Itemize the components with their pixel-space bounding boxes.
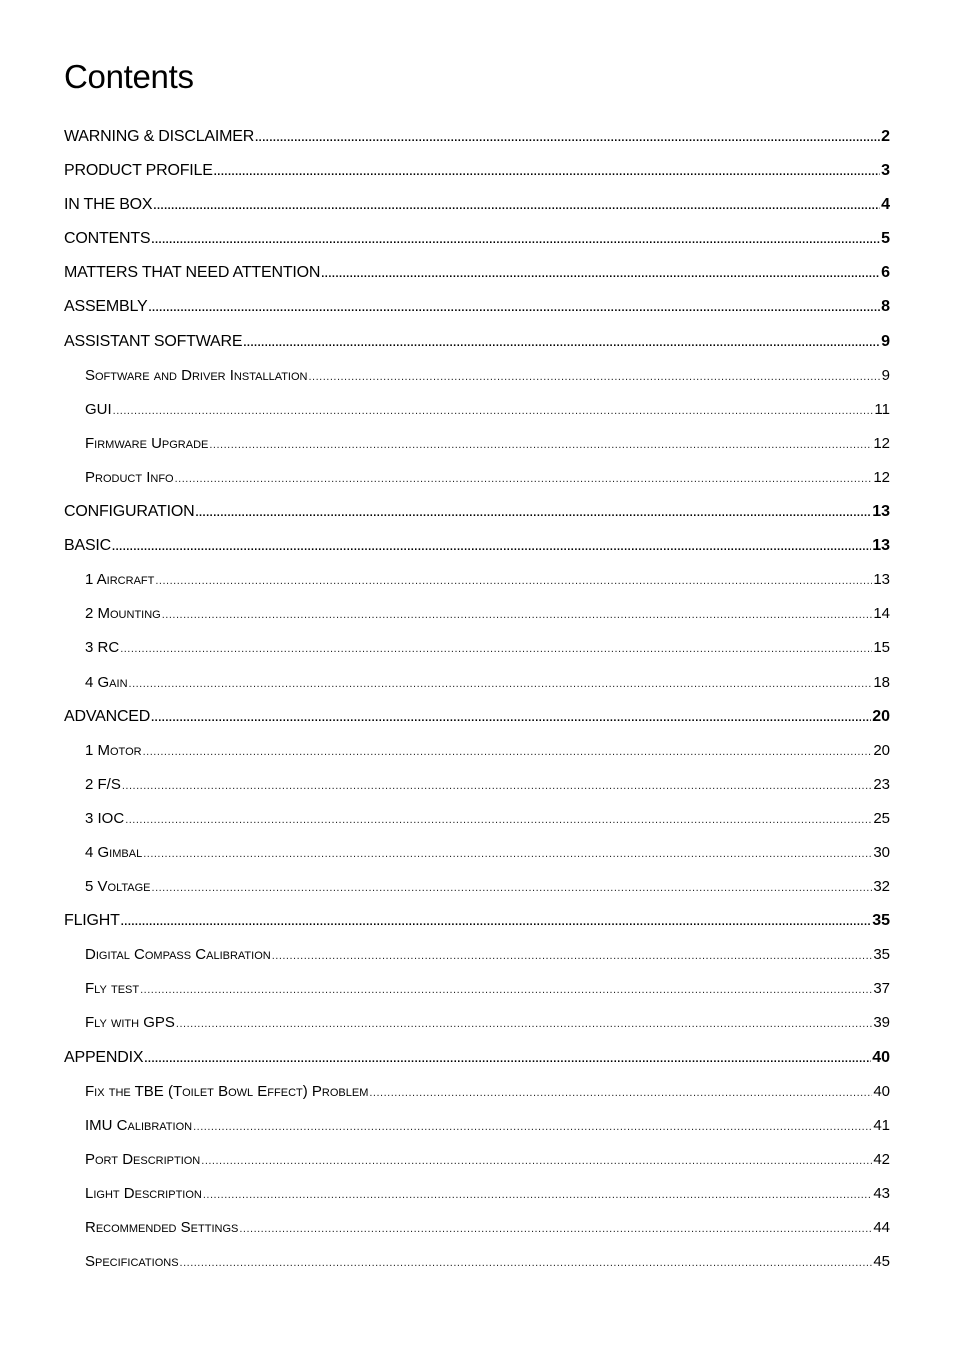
toc-entry[interactable] bbox=[64, 156, 890, 190]
dot-leader bbox=[239, 1214, 872, 1244]
toc-entry-page-number: 13 bbox=[872, 503, 890, 521]
toc-subentry[interactable] bbox=[64, 1077, 890, 1111]
toc-entry-label: 4 Gimbal bbox=[85, 843, 143, 861]
toc-entry-page-number: 3 bbox=[881, 162, 890, 180]
toc-entry-page-number: 39 bbox=[873, 1014, 890, 1032]
dot-leader bbox=[209, 430, 872, 460]
dot-leader bbox=[321, 259, 880, 289]
toc-entry-page-number: 44 bbox=[873, 1219, 890, 1236]
page-title: Contents bbox=[64, 58, 194, 95]
dot-leader bbox=[176, 1009, 872, 1039]
toc-entry-page-number: 40 bbox=[873, 1082, 890, 1100]
toc-entry-label: Fix the TBE (Toilet Bowl Effect) Problem bbox=[85, 1082, 369, 1100]
toc-entry-page-number: 9 bbox=[881, 332, 890, 350]
toc-subentry[interactable] bbox=[64, 565, 890, 599]
toc-entry-label: BASIC bbox=[64, 537, 112, 555]
toc-entry-label: Product Info bbox=[85, 468, 174, 486]
dot-leader bbox=[272, 941, 873, 971]
toc-subentry[interactable] bbox=[64, 633, 890, 667]
dot-leader bbox=[214, 157, 880, 187]
toc-entry-page-number: 23 bbox=[873, 775, 890, 793]
toc-entry-page-number: 45 bbox=[873, 1253, 890, 1271]
toc-entry-page-number: 14 bbox=[873, 605, 890, 623]
toc-entry-label: CONTENTS bbox=[64, 230, 151, 248]
dot-leader bbox=[120, 634, 872, 664]
toc-entry-label: 2 F/S bbox=[85, 775, 121, 793]
toc-entry-label: Fly with GPS bbox=[85, 1014, 175, 1032]
toc-entry-page-number: 9 bbox=[881, 366, 890, 384]
table-of-contents bbox=[64, 122, 890, 1281]
toc-subentry[interactable] bbox=[64, 1008, 890, 1042]
toc-entry-page-number: 25 bbox=[873, 809, 890, 827]
toc-subentry[interactable] bbox=[64, 1247, 890, 1281]
toc-entry-page-number: 18 bbox=[873, 673, 890, 691]
toc-entry-label: PRODUCT PROFILE bbox=[64, 162, 213, 180]
toc-subentry[interactable] bbox=[64, 395, 890, 429]
toc-entry-page-number: 35 bbox=[872, 912, 890, 930]
toc-entry-label: FLIGHT bbox=[64, 912, 120, 930]
toc-entry[interactable] bbox=[64, 497, 890, 531]
toc-entry-label: APPENDIX bbox=[64, 1048, 144, 1066]
toc-entry[interactable] bbox=[64, 122, 890, 156]
toc-entry-page-number: 35 bbox=[873, 946, 890, 964]
toc-entry-page-number: 41 bbox=[873, 1116, 890, 1134]
dot-leader bbox=[153, 191, 880, 221]
dot-leader bbox=[369, 1078, 872, 1108]
toc-entry[interactable] bbox=[64, 531, 890, 565]
toc-entry-page-number: 8 bbox=[881, 298, 890, 316]
toc-entry-label: 5 Voltage bbox=[85, 878, 151, 896]
toc-entry-page-number: 40 bbox=[872, 1048, 890, 1066]
toc-entry-label: 3 RC bbox=[85, 639, 120, 657]
dot-leader bbox=[243, 328, 880, 358]
toc-subentry[interactable] bbox=[64, 429, 890, 463]
toc-entry[interactable] bbox=[64, 224, 890, 258]
toc-subentry[interactable] bbox=[64, 1145, 890, 1179]
dot-leader bbox=[152, 873, 873, 903]
toc-entry-label: CONFIGURATION bbox=[64, 503, 195, 521]
toc-entry-page-number: 12 bbox=[873, 434, 890, 452]
dot-leader bbox=[193, 1112, 872, 1142]
toc-subentry[interactable] bbox=[64, 770, 890, 804]
toc-entry-page-number: 43 bbox=[873, 1184, 890, 1202]
toc-entry[interactable] bbox=[64, 327, 890, 361]
dot-leader bbox=[175, 464, 873, 494]
toc-subentry[interactable] bbox=[64, 668, 890, 702]
toc-entry-page-number: 11 bbox=[874, 400, 890, 418]
toc-entry-label: MATTERS THAT NEED ATTENTION bbox=[64, 264, 321, 282]
toc-entry-label: 4 Gain bbox=[85, 673, 128, 691]
toc-entry-page-number: 30 bbox=[873, 843, 890, 861]
dot-leader bbox=[144, 1044, 871, 1074]
dot-leader bbox=[129, 669, 873, 699]
toc-entry-label: 2 Mounting bbox=[85, 605, 161, 623]
dot-leader bbox=[143, 839, 872, 869]
dot-leader bbox=[151, 703, 871, 733]
dot-leader bbox=[112, 532, 871, 562]
toc-subentry[interactable] bbox=[64, 940, 890, 974]
toc-subentry[interactable] bbox=[64, 1111, 890, 1145]
toc-subentry[interactable] bbox=[64, 736, 890, 770]
toc-entry-label: IMU Calibration bbox=[85, 1116, 193, 1134]
dot-leader bbox=[121, 907, 872, 937]
toc-entry-page-number: 5 bbox=[881, 230, 890, 248]
toc-entry-page-number: 42 bbox=[873, 1150, 890, 1168]
dot-leader bbox=[162, 600, 873, 630]
toc-subentry[interactable] bbox=[64, 361, 890, 395]
toc-entry-page-number: 37 bbox=[873, 980, 890, 998]
toc-subentry[interactable] bbox=[64, 804, 890, 838]
toc-entry-label: ASSEMBLY bbox=[64, 298, 148, 316]
dot-leader bbox=[143, 737, 873, 767]
toc-entry-label: 1 Aircraft bbox=[85, 571, 155, 589]
toc-subentry[interactable] bbox=[64, 463, 890, 497]
toc-entry-page-number: 32 bbox=[873, 878, 890, 896]
toc-entry-label: GUI bbox=[85, 400, 112, 418]
toc-subentry[interactable] bbox=[64, 599, 890, 633]
toc-subentry[interactable] bbox=[64, 838, 890, 872]
toc-entry-label: Recommended Settings bbox=[85, 1219, 239, 1236]
toc-entry[interactable] bbox=[64, 190, 890, 224]
toc-entry-page-number: 12 bbox=[873, 468, 890, 486]
dot-leader bbox=[180, 1248, 873, 1278]
toc-entry[interactable] bbox=[64, 1043, 890, 1077]
dot-leader bbox=[195, 498, 871, 528]
toc-entry-page-number: 20 bbox=[872, 707, 890, 725]
dot-leader bbox=[155, 566, 872, 596]
toc-entry-label: Digital Compass Calibration bbox=[85, 946, 271, 964]
toc-subentry[interactable] bbox=[64, 974, 890, 1008]
toc-entry-label: WARNING & DISCLAIMER bbox=[64, 128, 255, 145]
toc-entry-label: ASSISTANT SOFTWARE bbox=[64, 332, 243, 350]
toc-entry-page-number: 13 bbox=[872, 537, 890, 555]
dot-leader bbox=[201, 1146, 872, 1176]
toc-subentry[interactable] bbox=[64, 1213, 890, 1247]
toc-entry[interactable] bbox=[64, 906, 890, 940]
toc-entry-label: IN THE BOX bbox=[64, 196, 153, 214]
toc-entry-label: 3 IOC bbox=[85, 809, 125, 827]
dot-leader bbox=[140, 975, 872, 1005]
toc-entry-label: Light Description bbox=[85, 1184, 202, 1202]
toc-entry-label: Specifications bbox=[85, 1253, 179, 1271]
toc-entry-page-number: 13 bbox=[873, 571, 890, 589]
toc-entry-label: 1 Motor bbox=[85, 741, 142, 759]
toc-subentry[interactable] bbox=[64, 872, 890, 906]
toc-entry-label: ADVANCED bbox=[64, 707, 151, 725]
toc-entry-label: Fly test bbox=[85, 980, 140, 998]
toc-entry[interactable] bbox=[64, 292, 890, 326]
toc-subentry[interactable] bbox=[64, 1179, 890, 1213]
dot-leader bbox=[125, 805, 872, 835]
toc-entry-page-number: 2 bbox=[881, 128, 890, 145]
toc-entry-page-number: 15 bbox=[873, 639, 890, 657]
toc-entry-page-number: 20 bbox=[873, 741, 890, 759]
dot-leader bbox=[309, 362, 881, 392]
toc-entry[interactable] bbox=[64, 258, 890, 292]
toc-entry-label: Firmware Upgrade bbox=[85, 434, 209, 452]
dot-leader bbox=[113, 396, 874, 426]
dot-leader bbox=[151, 225, 880, 255]
toc-entry-label: Port Description bbox=[85, 1150, 201, 1168]
toc-entry[interactable] bbox=[64, 702, 890, 736]
dot-leader bbox=[255, 123, 880, 153]
dot-leader bbox=[122, 771, 872, 801]
dot-leader bbox=[148, 293, 880, 323]
toc-entry-page-number: 4 bbox=[881, 196, 890, 214]
dot-leader bbox=[203, 1180, 872, 1210]
toc-entry-label: Software and Driver Installation bbox=[85, 366, 308, 384]
toc-entry-page-number: 6 bbox=[881, 264, 890, 282]
